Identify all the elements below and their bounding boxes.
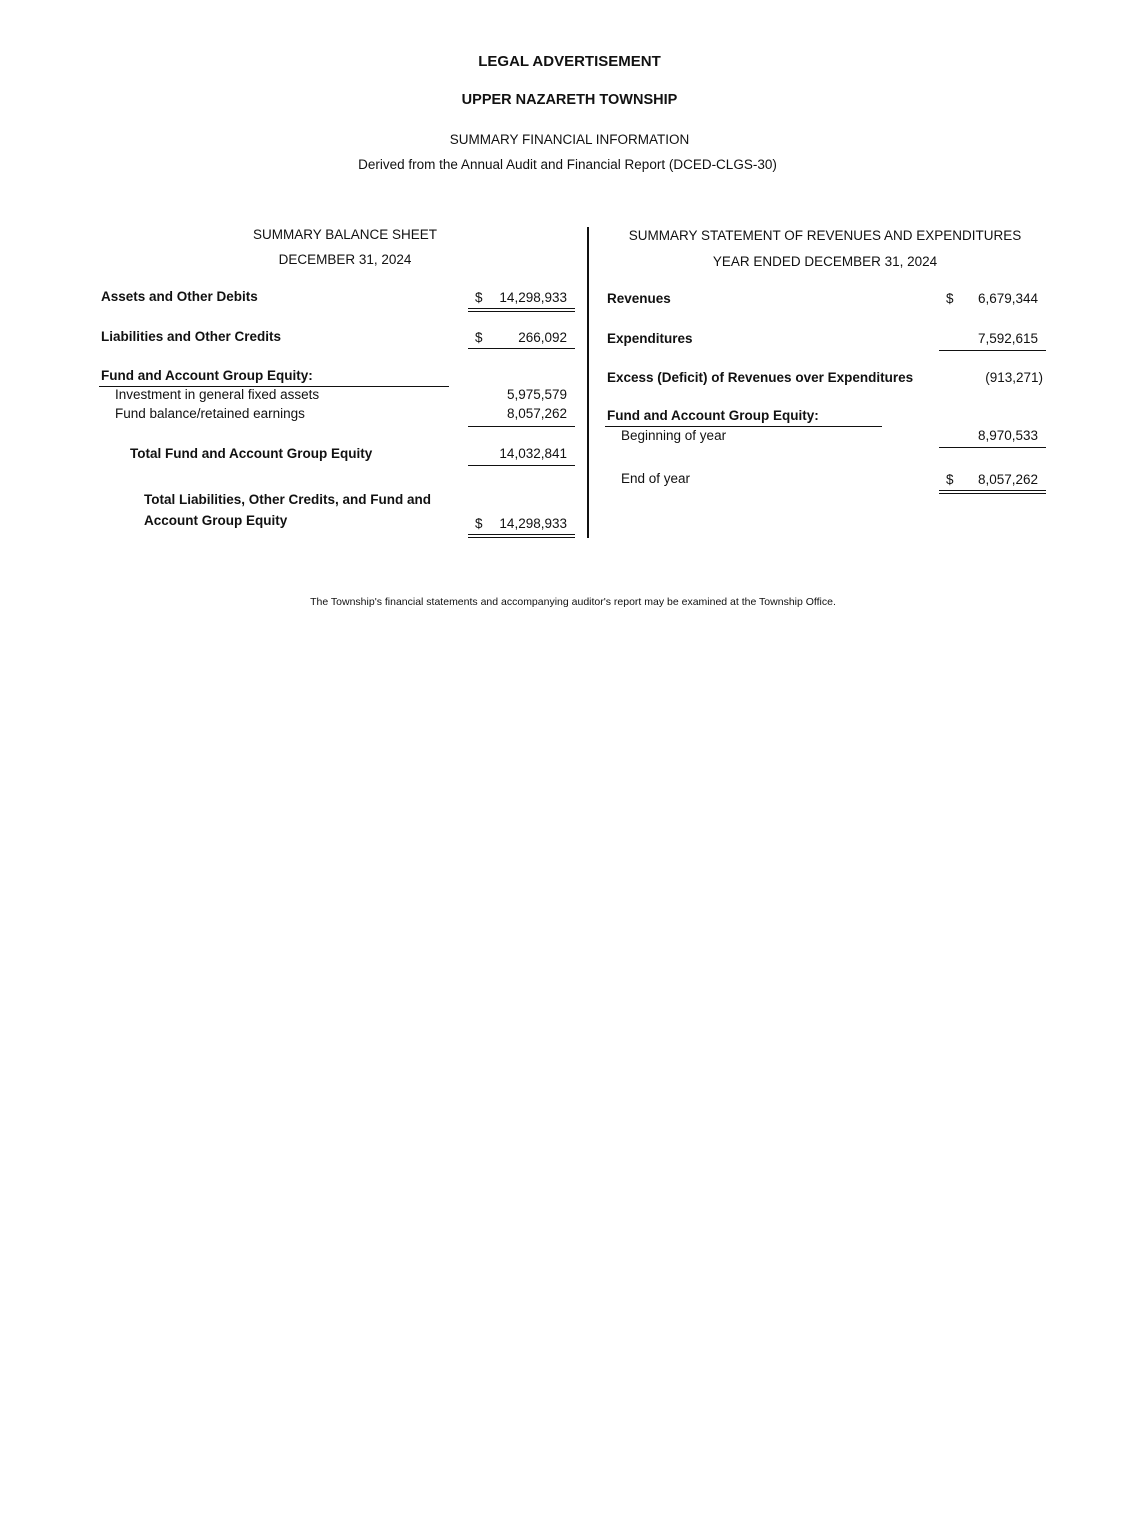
excess-label: Excess (Deficit) of Revenues over Expenditures <box>607 370 914 385</box>
column-divider <box>587 227 589 538</box>
footer-note: The Township's financial statements and accompanying auditor's report may be examined at the Township Office. <box>310 596 836 608</box>
balance-sheet-date: DECEMBER 31, 2024 <box>278 252 412 267</box>
expenditures-underline <box>939 350 1046 351</box>
balance-sheet-heading: SUMMARY BALANCE SHEET <box>252 227 438 242</box>
grand-total-currency: $ <box>475 516 483 531</box>
derived-from-note: Derived from the Annual Audit and Financial Report (DCED-CLGS-30) <box>358 157 777 172</box>
assets-value: 14,298,933 <box>499 290 567 305</box>
grand-total-double-underline <box>468 534 575 538</box>
liabilities-value: 266,092 <box>518 330 567 345</box>
total-equity-underline <box>468 465 575 466</box>
total-equity-value: 14,032,841 <box>499 446 567 461</box>
end-currency: $ <box>946 472 954 487</box>
expenditures-value: 7,592,615 <box>977 331 1038 346</box>
liabilities-underline <box>468 348 575 349</box>
investment-label: Investment in general fixed assets <box>115 387 320 402</box>
fund-balance-value: 8,057,262 <box>506 406 567 421</box>
expenditures-label: Expenditures <box>607 331 693 346</box>
liabilities-currency: $ <box>475 330 483 345</box>
excess-value: (913,271) <box>985 370 1043 385</box>
end-label: End of year <box>621 471 691 486</box>
re-equity-heading-underline <box>605 426 882 427</box>
revenues-currency: $ <box>946 291 954 306</box>
end-double-underline <box>939 490 1046 494</box>
grand-total-value: 14,298,933 <box>499 516 567 531</box>
re-equity-heading: Fund and Account Group Equity: <box>607 408 819 423</box>
bs-equity-heading: Fund and Account Group Equity: <box>101 368 313 383</box>
assets-double-underline <box>468 308 575 312</box>
revenues-label: Revenues <box>607 291 671 306</box>
grand-total-label-line2: Account Group Equity <box>144 513 288 528</box>
document-title: LEGAL ADVERTISEMENT <box>478 53 661 70</box>
entity-name: UPPER NAZARETH TOWNSHIP <box>461 92 678 108</box>
liabilities-label: Liabilities and Other Credits <box>101 329 282 344</box>
beginning-value: 8,970,533 <box>977 428 1038 443</box>
fund-balance-underline <box>468 426 575 427</box>
document-subtitle: SUMMARY FINANCIAL INFORMATION <box>449 132 690 147</box>
fund-balance-label: Fund balance/retained earnings <box>115 406 305 421</box>
beginning-underline <box>939 447 1046 448</box>
beginning-label: Beginning of year <box>621 428 727 443</box>
assets-label: Assets and Other Debits <box>101 289 258 304</box>
grand-total-label-line1: Total Liabilities, Other Credits, and Fund and <box>144 492 432 507</box>
revexp-heading: SUMMARY STATEMENT OF REVENUES AND EXPENDITURES <box>628 228 1022 243</box>
total-equity-label: Total Fund and Account Group Equity <box>130 446 373 461</box>
assets-currency: $ <box>475 290 483 305</box>
revexp-period: YEAR ENDED DECEMBER 31, 2024 <box>712 254 938 269</box>
end-value: 8,057,262 <box>977 472 1038 487</box>
revenues-value: 6,679,344 <box>977 291 1038 306</box>
investment-value: 5,975,579 <box>506 387 567 402</box>
